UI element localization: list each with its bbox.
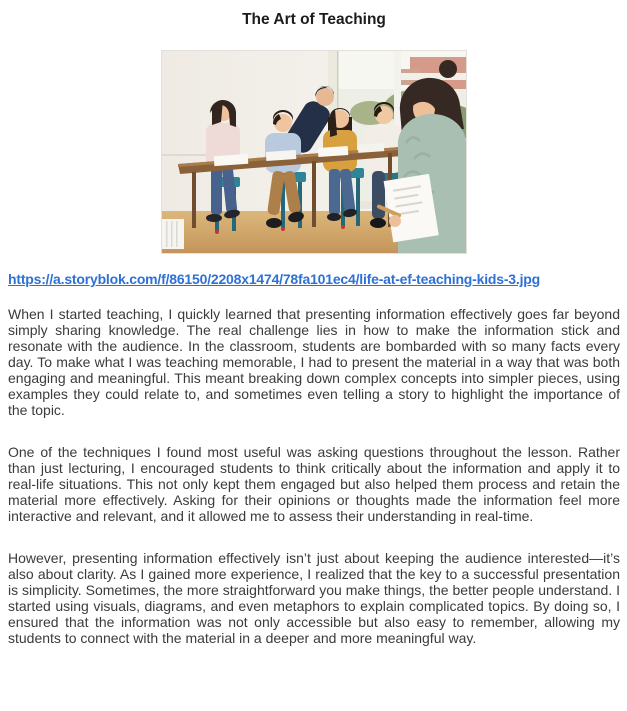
- image-source-link[interactable]: https://a.storyblok.com/f/86150/2208x1474/78fa101ec4/life-at-ef-teaching-kids-3.jpg: [8, 271, 540, 287]
- page-title: The Art of Teaching: [242, 11, 386, 28]
- image-source-line: [8, 269, 620, 290]
- image-container: [8, 50, 620, 254]
- paragraph-1: When I started teaching, I quickly learned that presenting information effectively goes far beyond simply sharing knowledge. The real challenge lies in how to make the information stick and resonate with the audience. In the classroom, students are bombarded with so many facts every day. To make what I was teaching memorable, I had to present the material in a way that was both engaging and meaningful. This meant breaking down complex concepts into simpler pieces, using examples they could relate to, and sometimes even telling a story to highlight the importance of the topic.: [8, 306, 620, 418]
- paragraph-2: One of the techniques I found most useful was asking questions throughout the lesson. Rather than just lecturing, I encouraged students to think critically about the information and apply it to real-life situations. This not only kept them engaged but also helped them process and retain the material more effectively. Asking for their opinions or thoughts made the information feel more interactive and relevant, and it allowed me to assess their understanding in real-time.: [8, 444, 620, 524]
- classroom-photo: [161, 50, 467, 254]
- paragraph-3: However, presenting information effectively isn’t just about keeping the audience interested—it’s also about clarity. As I gained more experience, I realized that the key to a successful presentation is simplicity. Sometimes, the more straightforward you make things, the better people understand. I started using visuals, diagrams, and even metaphors to explain complicated topics. By doing so, I ensured that the information was not only accessible but also easy to remember, allowing my students to connect with the material in a deeper and more meaningful way.: [8, 550, 620, 646]
